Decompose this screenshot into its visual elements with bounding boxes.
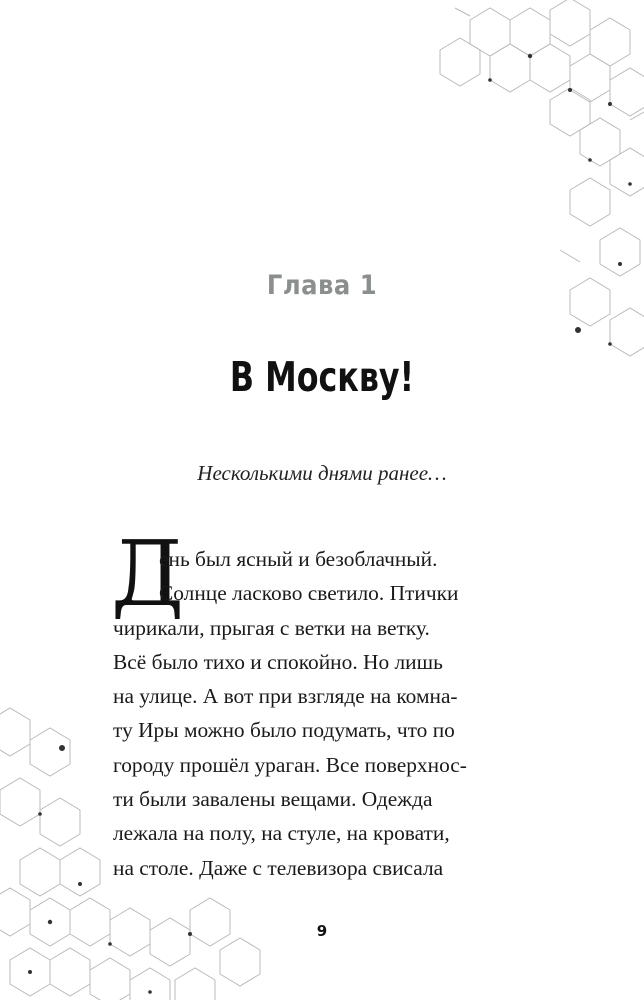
chapter-number: Глава 1 [266, 270, 378, 301]
chapter-title: В Москву! [229, 353, 415, 401]
text-line: ти были завалены вещами. Одежда [113, 787, 433, 812]
body-paragraph [111, 522, 509, 885]
text-line: на улице. А вот при взгляде на комна- [113, 684, 458, 709]
text-line: на столе. Даже с телевизора свисала [113, 855, 444, 880]
epigraph: Несколькими днями ранее… [197, 461, 447, 485]
text-line: чирикали, прыгая с ветки на ветку. [113, 615, 430, 640]
drop-cap: Д [111, 522, 185, 627]
text-line: ту Иры можно было подумать, что по [113, 718, 455, 743]
text-line: лежала на полу, на стуле, на кровати, [113, 821, 450, 846]
text-line: городу прошёл ураган. Все поверхнос- [113, 752, 467, 777]
text-line: Всё было тихо и спокойно. Но лишь [113, 649, 443, 674]
text-line: Солнце ласково светило. Птички [159, 581, 459, 606]
text-line: ень был ясный и безоблачный. [159, 547, 438, 571]
hexagon-pattern-decoration-top [420, 0, 644, 380]
page-number: 9 [316, 922, 328, 940]
